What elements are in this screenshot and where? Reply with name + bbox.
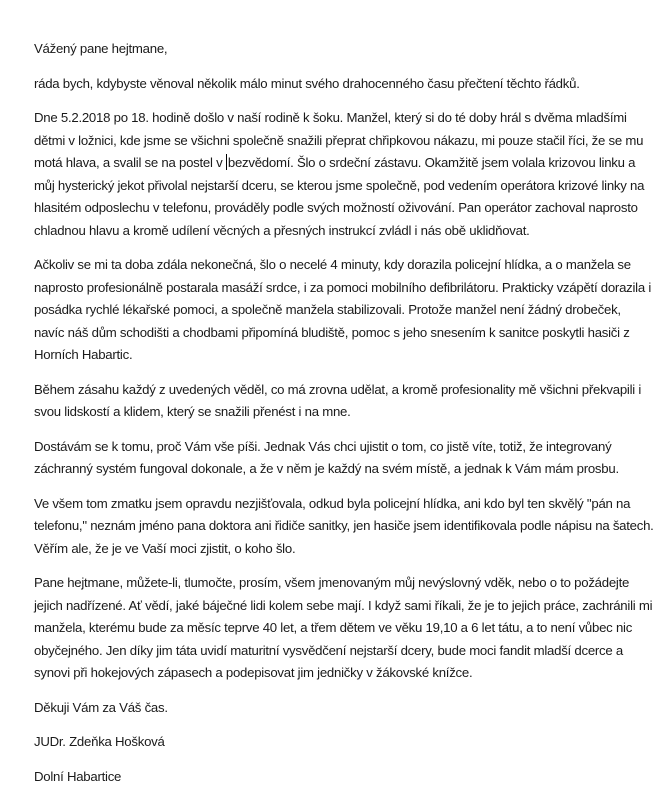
- paragraph-incident-text-2: bezvědomí. Šlo o srdeční zástavu. Okamžitě jsem volala krizovou linku a můj hysterický jekot přivolal nejstarší dceru, se kterou jsme společně, pod vedením operátora krizové linky na hlasitém odposlechu v telefonu, prováděly podle svých možností oživování. Pan operátor zachoval naprosto chladnou hlavu a kromě udílení věcných a přesných instrukcí zvládl i nás obě uklidňovat.: [34, 155, 645, 238]
- paragraph-incident: [34, 107, 654, 242]
- document-page[interactable]: [34, 38, 654, 800]
- intro-paragraph: ráda bych, kdybyste věnoval několik málo minut svého drahocenného času přečtení těchto řádků.: [34, 75, 580, 91]
- closing: Děkuji Vám za Váš čas.: [34, 699, 168, 715]
- paragraph-gratitude: Pane hejtmane, můžete-li, tlumočte, prosím, všem jmenovaným můj nevýslovný vděk, nebo o to požádejte jejich nadřízené. Ať vědí, jaké báječné lidi kolem sebe mají. I když sami říkali, že je to jejich práce, zachránili mi manžela, kterému bude za měsíc teprve 40 let, a třem dětem ve věku 19,10 a 6 let tátu, a to není vůbec nic obyčejného. Jen díky jim táta uvidí maturitní vysvědčení nejstarší dcery, bude moci fandit mladší dcerce a synovi při hokejových zápasech a podepisovat jim jedničky v žákovské knížce.: [34, 575, 653, 680]
- paragraph-rescue: Ačkoliv se mi ta doba zdála nekonečná, šlo o necelé 4 minuty, kdy dorazila policejní hlídka, a o manžela se naprosto profesionálně postarala masáží srdce, i za pomoci mobilního defibrilátoru. Prakticky vzápětí dorazila i posádka rychlé lékařské pomoci, a společně manžela stabilizovali. Protože manžel není žádný drobeček, navíc náš dům schodišti a chodbami připomíná bludiště, pomoc s jeho snesením k sanitce poskytli hasiči z Horních Habartic.: [34, 257, 652, 362]
- signature-name: JUDr. Zdeňka Hošková: [34, 734, 165, 749]
- paragraph-purpose: Dostávám se k tomu, proč Vám vše píši. Jednak Vás chci ujistit o tom, co jistě víte, totiž, že integrovaný záchranný systém fungoval dokonale, a že v něm je každý na svém místě, a jednak k Vám mám prosbu.: [34, 438, 619, 476]
- text-cursor: [226, 154, 227, 170]
- paragraph-incident-text-1: Dne 5.2.2018 po 18. hodině došlo v naší rodině k šoku. Manžel, který si do té doby hrál s dvěma mladšími dětmi v ložnici, kde jsme se všichni společně snažili přeprat chřipkovou nákazu, mi pouze stačil říci, že se mu motá hlava, a svalil se na postel v: [34, 110, 644, 170]
- paragraph-request: Ve všem tom zmatku jsem opravdu nezjišťovala, odkud byla policejní hlídka, ani kdo byl ten skvělý "pán na telefonu," neznám jméno pana doktora ani řidiče sanitky, jen hasiče jsem identifikovala podle nápisu na šatech. Věřím ale, že je ve Vaší moci zjistit, o koho šlo.: [34, 495, 654, 556]
- salutation: Vážený pane hejtmane,: [34, 41, 168, 56]
- signature-place: Dolní Habartice: [34, 768, 122, 784]
- paragraph-professionalism: Během zásahu každý z uvedených věděl, co má zrovna udělat, a kromě profesionality mě všichni překvapili i svou lidskostí a klidem, který se snažili přenést i na mne.: [34, 381, 642, 419]
